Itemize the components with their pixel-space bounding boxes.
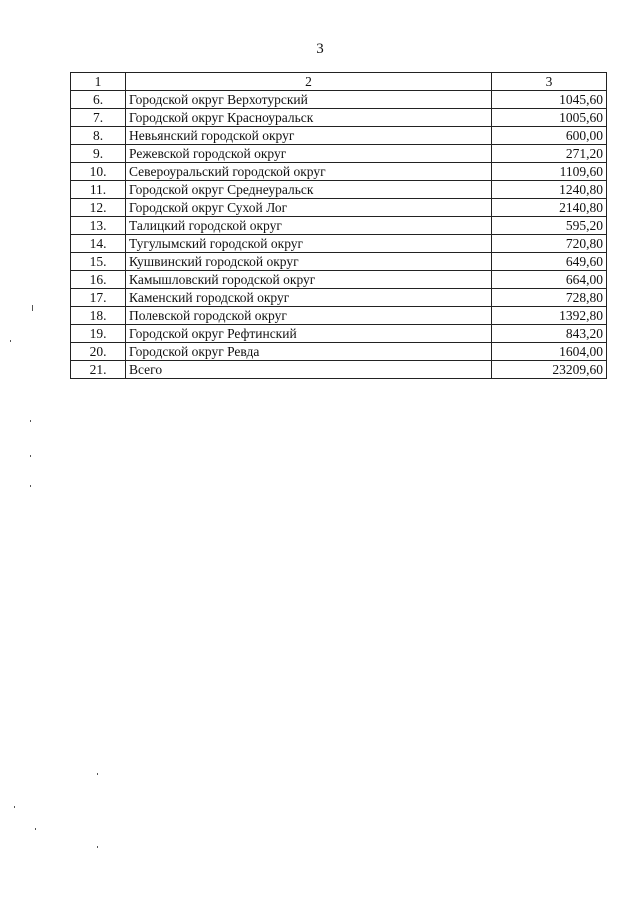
municipality-name: Городской округ Рефтинский bbox=[126, 325, 492, 343]
table-row bbox=[71, 127, 607, 145]
header-col-2: 2 bbox=[126, 73, 492, 91]
row-number: 17. bbox=[71, 289, 126, 307]
row-number: 14. bbox=[71, 235, 126, 253]
municipality-name: Полевской городской округ bbox=[126, 307, 492, 325]
row-value: 595,20 bbox=[492, 217, 607, 235]
header-col-1: 1 bbox=[71, 73, 126, 91]
table-header-row bbox=[71, 73, 607, 91]
header-col-3: 3 bbox=[492, 73, 607, 91]
row-value: 1604,00 bbox=[492, 343, 607, 361]
row-value: 1005,60 bbox=[492, 109, 607, 127]
row-value: 23209,60 bbox=[492, 361, 607, 379]
municipality-name: Камышловский городской округ bbox=[126, 271, 492, 289]
row-number: 21. bbox=[71, 361, 126, 379]
municipality-name: Североуральский городской округ bbox=[126, 163, 492, 181]
row-number: 16. bbox=[71, 271, 126, 289]
row-value: 1109,60 bbox=[492, 163, 607, 181]
scan-speck bbox=[97, 773, 98, 775]
municipality-name: Талицкий городской округ bbox=[126, 217, 492, 235]
row-value: 728,80 bbox=[492, 289, 607, 307]
row-number: 15. bbox=[71, 253, 126, 271]
row-number: 6. bbox=[71, 91, 126, 109]
row-value: 271,20 bbox=[492, 145, 607, 163]
municipality-name: Городской округ Верхотурский bbox=[126, 91, 492, 109]
table-row bbox=[71, 289, 607, 307]
row-number: 18. bbox=[71, 307, 126, 325]
scan-speck bbox=[32, 305, 33, 311]
municipality-name: Городской округ Красноуральск bbox=[126, 109, 492, 127]
scan-speck bbox=[30, 420, 31, 422]
page-number: 3 bbox=[316, 41, 324, 57]
scan-speck bbox=[35, 828, 36, 830]
municipality-name: Городской округ Среднеуральск bbox=[126, 181, 492, 199]
municipality-name: Режевской городской округ bbox=[126, 145, 492, 163]
row-value: 600,00 bbox=[492, 127, 607, 145]
table-row bbox=[71, 343, 607, 361]
table-row bbox=[71, 163, 607, 181]
table-row bbox=[71, 235, 607, 253]
table-row bbox=[71, 91, 607, 109]
table-row bbox=[71, 307, 607, 325]
scan-speck bbox=[10, 340, 11, 342]
row-number: 8. bbox=[71, 127, 126, 145]
row-value: 843,20 bbox=[492, 325, 607, 343]
row-value: 1240,80 bbox=[492, 181, 607, 199]
row-value: 664,00 bbox=[492, 271, 607, 289]
table-row bbox=[71, 271, 607, 289]
scan-speck bbox=[14, 806, 15, 808]
scan-speck bbox=[30, 485, 31, 487]
municipality-name: Невьянский городской округ bbox=[126, 127, 492, 145]
row-number: 11. bbox=[71, 181, 126, 199]
row-value: 649,60 bbox=[492, 253, 607, 271]
row-number: 12. bbox=[71, 199, 126, 217]
table-body bbox=[71, 73, 607, 379]
row-value: 1392,80 bbox=[492, 307, 607, 325]
row-number: 7. bbox=[71, 109, 126, 127]
row-value: 1045,60 bbox=[492, 91, 607, 109]
table-row bbox=[71, 217, 607, 235]
table-row bbox=[71, 181, 607, 199]
table-row bbox=[71, 145, 607, 163]
scan-speck bbox=[30, 455, 31, 457]
scan-speck bbox=[97, 846, 98, 848]
table-row bbox=[71, 361, 607, 379]
row-value: 2140,80 bbox=[492, 199, 607, 217]
row-number: 9. bbox=[71, 145, 126, 163]
table-row bbox=[71, 253, 607, 271]
municipality-name: Городской округ Ревда bbox=[126, 343, 492, 361]
municipality-name: Всего bbox=[126, 361, 492, 379]
table-row bbox=[71, 325, 607, 343]
table-row bbox=[71, 109, 607, 127]
row-number: 19. bbox=[71, 325, 126, 343]
table-row bbox=[71, 199, 607, 217]
row-value: 720,80 bbox=[492, 235, 607, 253]
budget-table bbox=[70, 72, 607, 379]
row-number: 13. bbox=[71, 217, 126, 235]
municipality-name: Тугулымский городской округ bbox=[126, 235, 492, 253]
municipality-name: Каменский городской округ bbox=[126, 289, 492, 307]
municipality-name: Городской округ Сухой Лог bbox=[126, 199, 492, 217]
row-number: 20. bbox=[71, 343, 126, 361]
municipality-name: Кушвинский городской округ bbox=[126, 253, 492, 271]
row-number: 10. bbox=[71, 163, 126, 181]
